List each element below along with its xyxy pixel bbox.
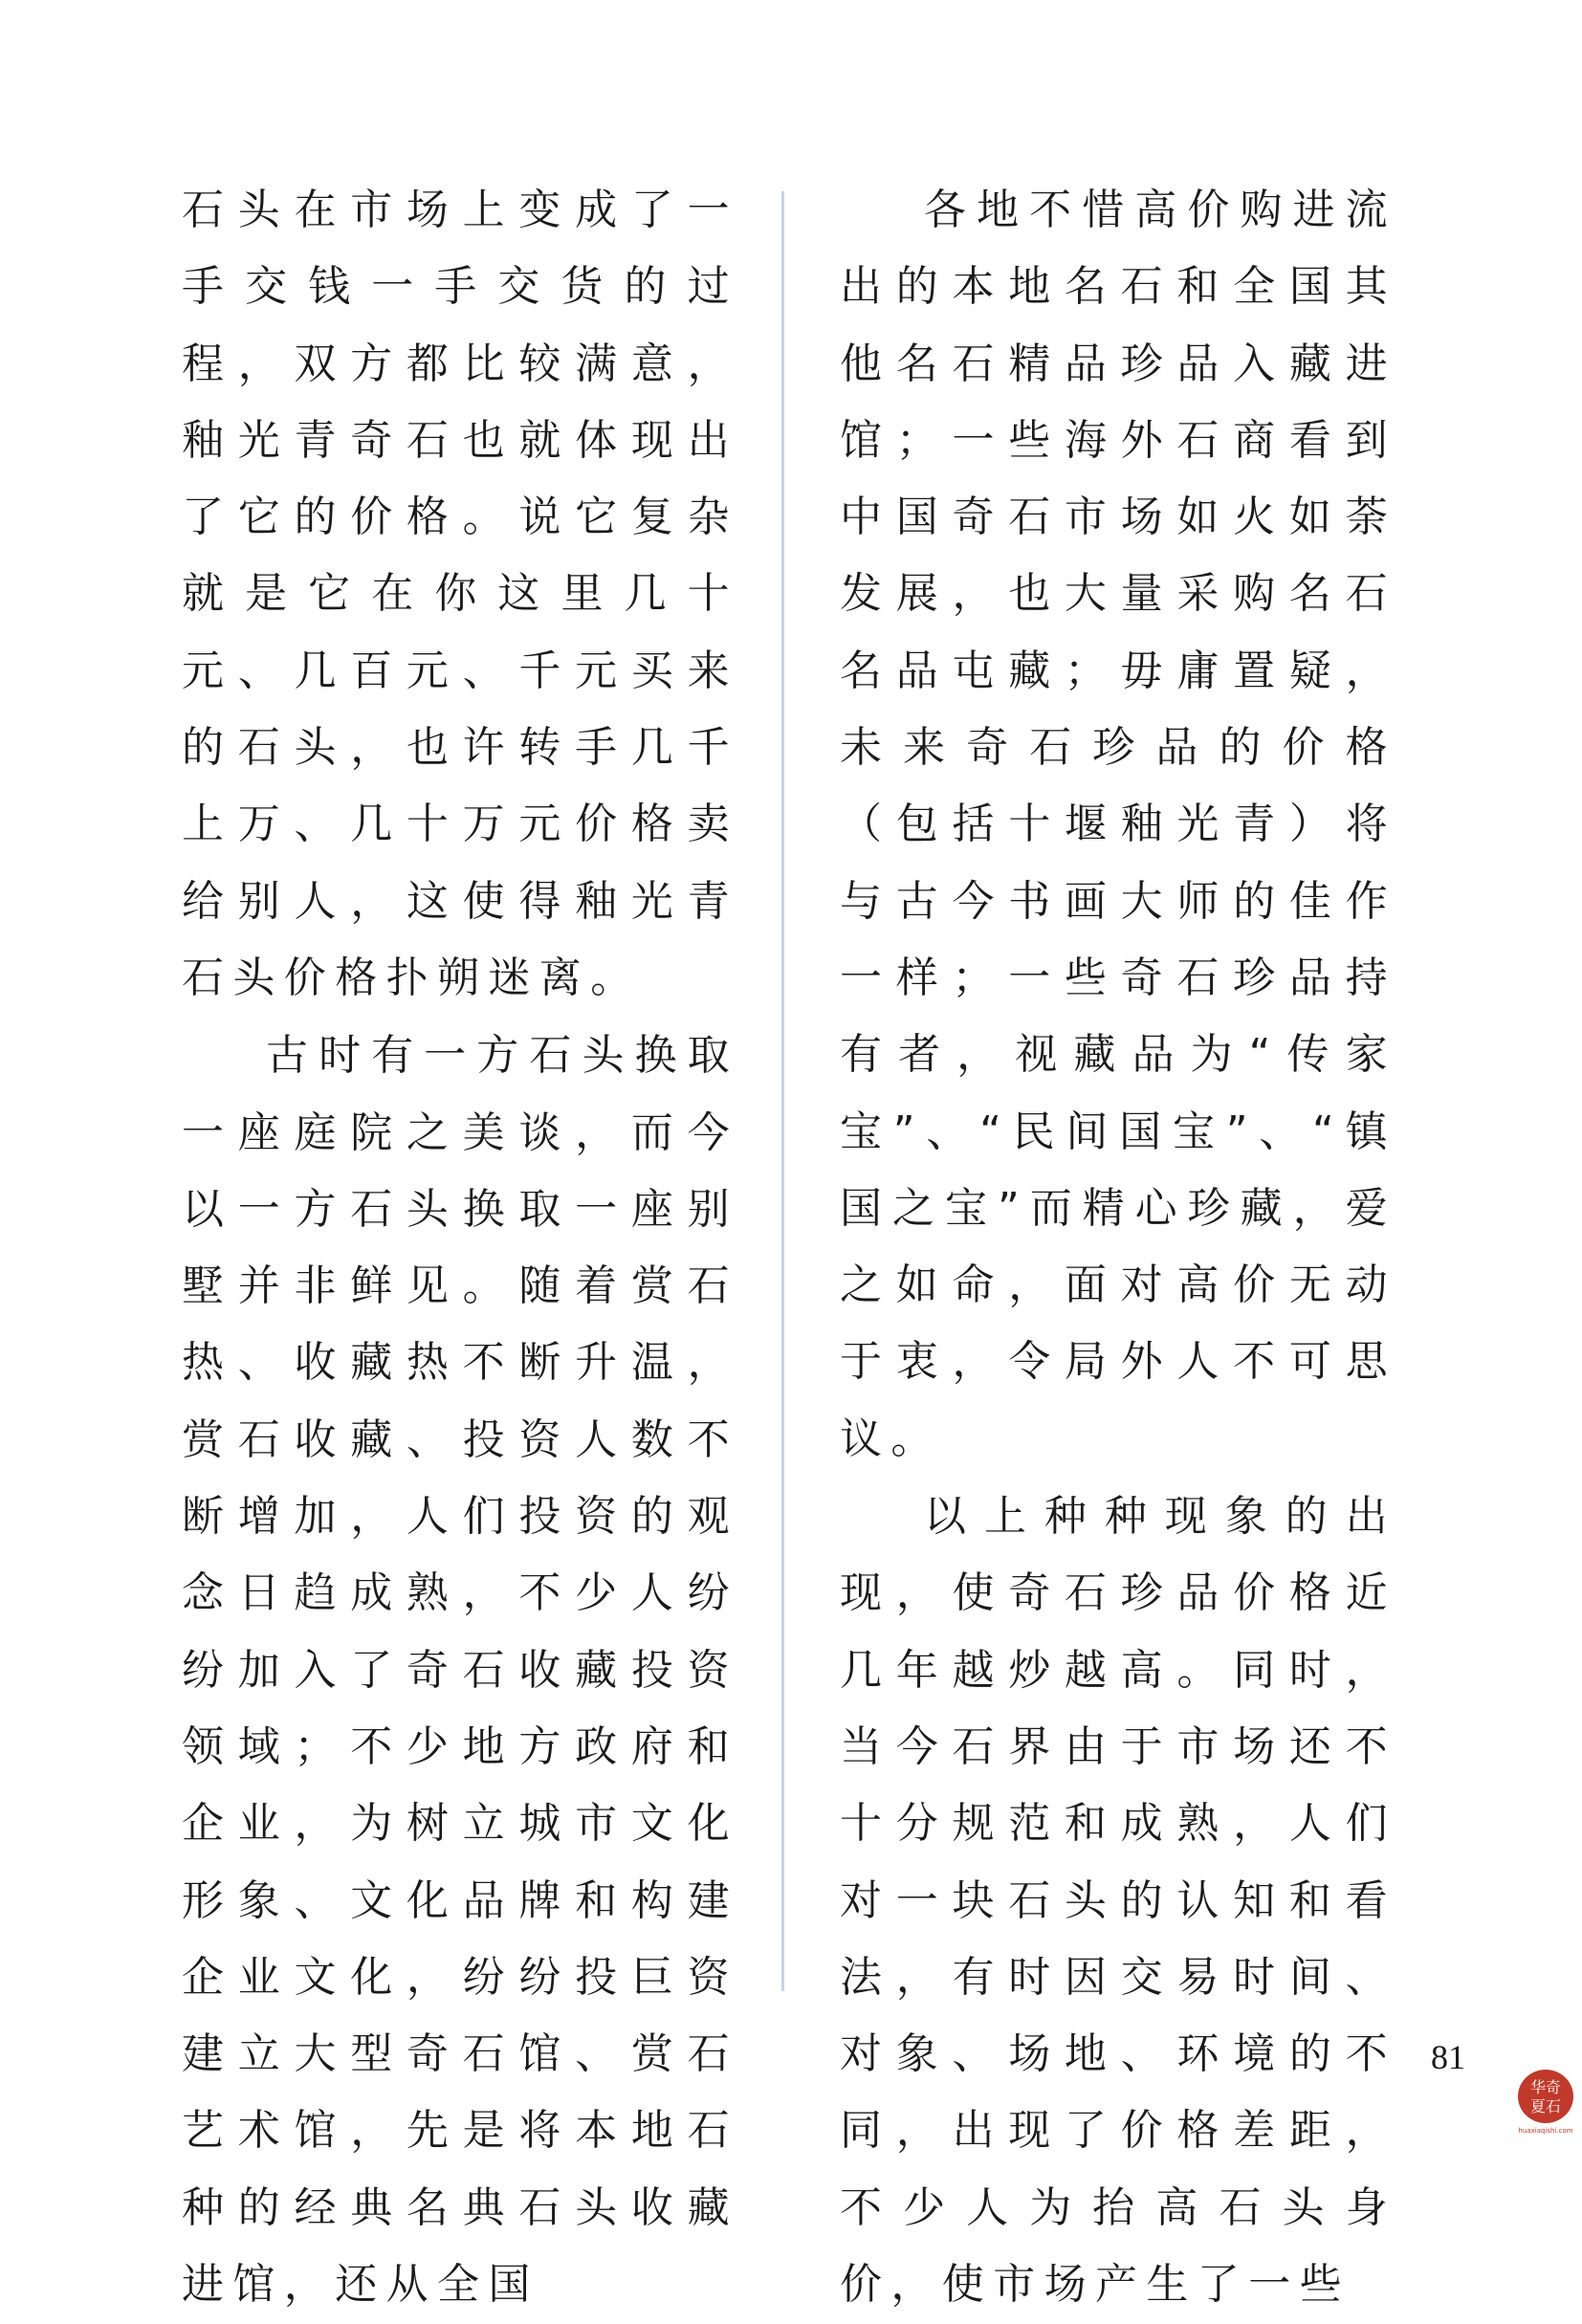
text-column-right [840,172,1396,2324]
paragraph: 石头在市场上变成了一手交钱一手交货的过程，双方都比较满意，釉光青奇石也就体现出了它的价格。说它复杂就是它在你这里几十元、几百元、千元买来的石头，也许转手几千上万、几十万元价格卖给别人，这使得釉光青石头价格扑朔迷离。 [182,186,738,1002]
column-divider [781,191,784,1991]
paragraph: 古时有一方石头换取一座庭院之美谈，而今以一方石头换取一座别墅并非鲜见。随着赏石热、收藏热不断升温，赏石收藏、投资人数不断增加，人们投资的观念日趋成熟，不少人纷纷加入了奇石收藏投资领域；不少地方政府和企业，为树立城市文化形象、文化品牌和构建企业文化，纷纷投巨资建立大型奇石馆、赏石艺术馆，先是将本地石种的经典名典石头收藏进馆，还从全国 [182,1031,738,2310]
paragraph: 以上种种现象的出现，使奇石珍品价格近几年越炒越高。同时，当今石界由于市场还不十分规范和成熟，人们对一块石头的认知和看法，有时因交易时间、对象、场地、环境的不同，出现了价格差距，不少人为抬高石头身价，使市场产生了一些 [840,1492,1396,2310]
watermark-logo-text-top: 华奇 [1529,2078,1562,2096]
text-column-left [182,172,738,2324]
page-number: 81 [1431,2038,1465,2076]
paragraph: 各地不惜高价购进流出的本地名石和全国其他名石精品珍品入藏进馆；一些海外石商看到中国奇石市场如火如荼发展，也大量采购名石名品屯藏；毋庸置疑，未来奇石珍品的价格（包括十堰釉光青）将与古今书画大师的佳作一样；一些奇石珍品持有者，视藏品为“传家宝”、“民间国宝”、“镇国之宝”而精心珍藏，爱之如命，面对高价无动于衷，令局外人不可思议。 [840,186,1396,1463]
watermark-logo [1514,2066,1577,2137]
watermark-logo-text-bottom: 夏石 [1529,2097,1562,2116]
watermark-site: huaxiaqishi.com [1518,2127,1573,2135]
